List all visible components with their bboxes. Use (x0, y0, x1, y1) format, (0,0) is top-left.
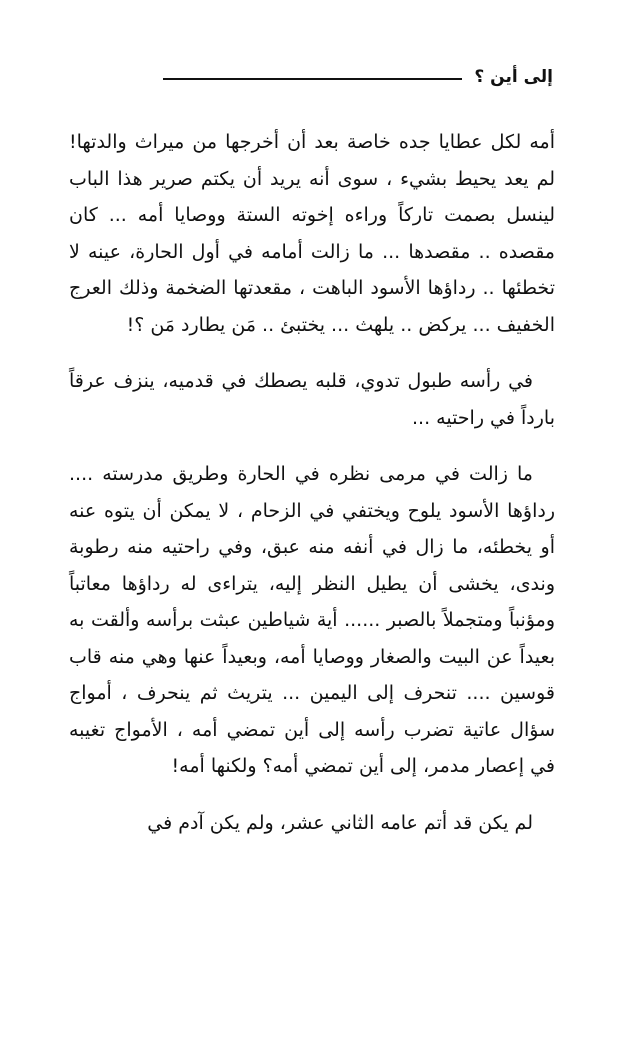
body-text (69, 124, 555, 841)
running-header (163, 62, 553, 92)
chapter-title: إلى أين ؟ (474, 67, 553, 87)
header-rule (163, 78, 462, 80)
paragraph-4: لم يكن قد أتم عامه الثاني عشر، ولم يكن آدم في (147, 811, 533, 834)
paragraph-1: أمه لكل عطايا جده خاصة بعد أن أخرجها من ميراث والدتها! لم يعد يحيط بشيء ، سوى أنه يريد أن يكتم صرير هذا الباب لينسل بصمت تاركاً وراءه إخوته الستة ووصايا أمه ... كان مقصده .. مقصدها ... ما زالت أمامه في أول الحارة، عينه لا تخطئها .. رداؤها الأسود الباهت ، مقعدتها الضخمة وذلك العرج الخفيف ... يركض .. يلهث ... يختبئ .. مَن يطارد مَن ؟! (69, 131, 555, 336)
paragraph-3: ما زالت في مرمى نظره في الحارة وطريق مدرسته .... رداؤها الأسود يلوح ويختفي في الزحام ، لا يمكن أن يتوه عنه أو يخطئه، ما زال في أنفه منه عبق، وفي راحتيه منه رطوبة وندى، يخشى أن يطيل النظر إليه، يتراءى له رداؤها معاتباً ومؤنباً ومتجملاً بالصبر ...... أية شياطين عبثت برأسه وألقت به بعيداً عن البيت والصغار ووصايا أمه، وبعيداً عنها وهي منه قاب قوسين .... تنحرف إلى اليمين ... يتريث ثم ينحرف ، أمواج سؤال عاتية تضرب رأسه إلى أين تمضي أمه ، الأمواج تغيبه في إعصار مدمر، إلى أين تمضي أمه؟ ولكنها أمه! (69, 463, 555, 777)
paragraph-2: في رأسه طبول تدوي، قلبه يصطك في قدميه، ينزف عرقاً بارداً في راحتيه ... (69, 370, 555, 429)
